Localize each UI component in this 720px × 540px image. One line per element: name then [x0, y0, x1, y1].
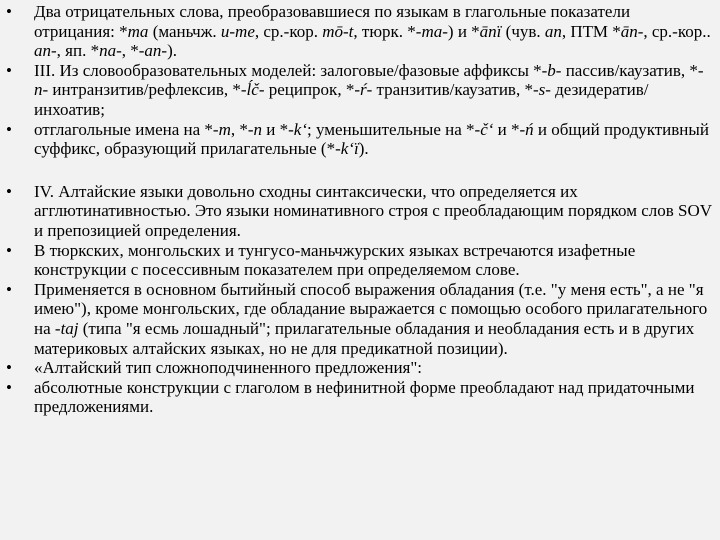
italic-form: ń — [525, 119, 534, 139]
text-run: -, яп. * — [51, 41, 100, 61]
italic-form: č‘ — [480, 119, 494, 139]
bullet-item — [6, 2, 714, 61]
bullet-text — [34, 2, 711, 60]
italic-form: b — [547, 60, 556, 80]
italic-form: an — [144, 41, 162, 61]
italic-form: ān — [620, 21, 638, 41]
italic-form: ma — [127, 21, 149, 41]
text-run: и общий продуктивный суффикс, образующий прилагательные (*- — [34, 119, 709, 159]
italic-form: ānï — [479, 21, 502, 41]
text-run: , *- — [230, 119, 254, 139]
text-run: - дезидератив/инхоатив; — [34, 80, 649, 119]
bullet-list-syntax — [6, 182, 714, 417]
bullet-item — [6, 61, 714, 120]
bullet-marker: • — [6, 358, 12, 378]
bullet-marker: • — [6, 240, 12, 260]
text-run: IV. Алтайские языки довольно сходны синтаксически, что определяется их агглютинативностью. Это языки номинативного строя с преобладающим порядком слов SOV и препозицией определения. — [34, 181, 712, 240]
bullet-item — [6, 378, 714, 417]
bullet-text — [34, 61, 704, 119]
text-run: и *- — [262, 119, 294, 139]
text-run: отглагольные имена на *- — [34, 119, 219, 139]
bullet-item — [6, 280, 714, 358]
text-run: -, ср.-кор.. — [637, 21, 711, 41]
text-run: (маньчж. — [148, 21, 221, 41]
bullet-item — [6, 358, 714, 378]
italic-form: u-me — [220, 21, 255, 41]
italic-form: k‘ï — [340, 139, 359, 159]
bullet-list-morphology — [6, 2, 714, 159]
text-run: абсолютные конструкции с глаголом в нефинитной форме преобладают над придаточными предложениями. — [34, 377, 695, 417]
text-run: (типа "я есмь лошадный"; прилагательные обладания и необладания есть и в других материковых алтайских языках, но не для предикатной позиции). — [34, 318, 695, 358]
text-run: и *- — [493, 119, 526, 139]
italic-form: na — [99, 41, 117, 61]
text-run: ; уменьшительные на *- — [307, 119, 481, 139]
text-run: - интранзитив/рефлексив, *- — [42, 80, 247, 100]
text-run: - пассив/каузатив, *- — [555, 60, 704, 80]
text-run: -). — [161, 41, 177, 61]
text-run: «Алтайский тип сложноподчиненного предложения": — [34, 358, 423, 378]
italic-form: ĺč — [246, 80, 259, 100]
italic-form: k‘ — [293, 119, 308, 139]
bullet-text — [34, 241, 635, 280]
bullet-item — [6, 241, 714, 280]
text-run: - транзитив/каузатив, *- — [366, 80, 539, 100]
text-run: - реципрок, *- — [258, 80, 360, 100]
text-run: , ПТМ * — [561, 21, 621, 41]
bullet-marker: • — [6, 2, 12, 21]
italic-form: an — [544, 21, 562, 41]
italic-form: m — [218, 119, 231, 139]
italic-form: n — [34, 80, 43, 100]
bullet-marker: • — [6, 279, 12, 299]
bullet-text — [34, 120, 709, 159]
italic-form: ma — [421, 21, 443, 41]
italic-form: ŕ — [359, 80, 367, 100]
bullet-text — [34, 358, 422, 377]
italic-form: mō-t — [322, 21, 354, 41]
text-run: Два отрицательных слова, преобразовавшиеся по языкам в глагольные показатели отрицания: * — [34, 2, 631, 41]
text-run: В тюркских, монгольских и тунгусо-маньчжурских языках встречаются изафетные конструкции с посессивным показателем при определяемом слове. — [34, 240, 636, 280]
italic-form: taj — [60, 318, 79, 338]
text-run: (чув. — [501, 21, 545, 41]
text-run: -, *- — [116, 41, 145, 61]
text-run: ). — [358, 139, 369, 159]
text-run: -) и * — [442, 21, 480, 41]
bullet-marker: • — [6, 60, 12, 80]
italic-form: s — [538, 80, 546, 100]
text-run: Применяется в основном бытийный способ выражения обладания (т.е. "у меня есть", а не "я имею"), кроме монгольских, где обладание выражается с помощью особого прилагательного на - — [34, 279, 708, 338]
bullet-text — [34, 182, 712, 240]
bullet-marker: • — [6, 119, 12, 139]
bullet-item — [6, 182, 714, 241]
text-run: III. Из словообразовательных моделей: залоговые/фазовые аффиксы *- — [34, 60, 548, 80]
italic-form: n — [253, 119, 263, 139]
bullet-marker: • — [6, 181, 12, 201]
bullet-text — [34, 280, 707, 358]
text-run: , ср.-кор. — [254, 21, 323, 41]
bullet-marker: • — [6, 377, 12, 397]
bullet-item — [6, 120, 714, 159]
bullet-text — [34, 378, 694, 417]
text-run: , тюрк. *- — [353, 21, 422, 41]
italic-form: an — [34, 41, 51, 61]
